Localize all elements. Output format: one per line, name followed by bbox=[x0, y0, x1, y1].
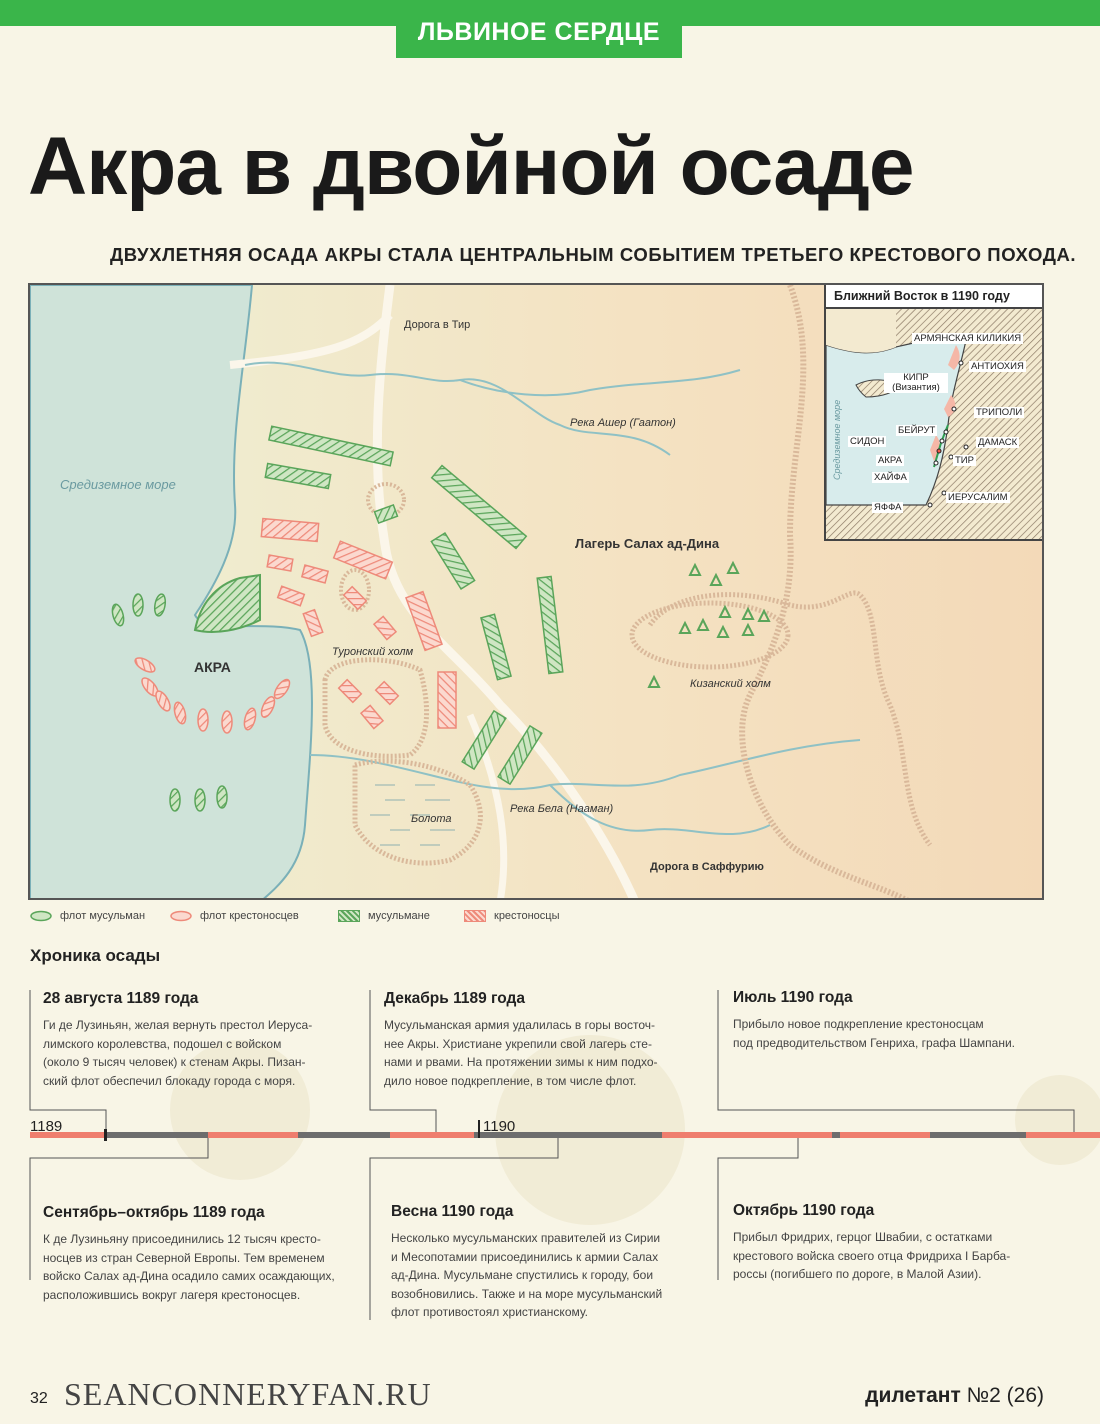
event-text: Прибыло новое подкрепление крестоносцам под предводительством Генриха, графа Шампани. bbox=[733, 1017, 1016, 1050]
label-river-bela: Река Бела (Нааман) bbox=[510, 803, 614, 815]
section-tag: ЛЬВИНОЕ СЕРДЦЕ bbox=[396, 0, 682, 58]
event-dec-1189 bbox=[384, 990, 704, 1090]
label-kizan-hill: Кизанский холм bbox=[690, 678, 771, 690]
inset-place-sidon: СИДОН bbox=[850, 436, 885, 447]
magazine-name: дилетант bbox=[865, 1384, 961, 1407]
inset-map bbox=[824, 285, 1044, 541]
inset-title: Ближний Восток в 1190 году bbox=[826, 285, 1044, 309]
label-turon-hill: Туронский холм bbox=[332, 646, 414, 658]
inset-place-beirut: БЕЙРУТ bbox=[898, 425, 936, 436]
label-swamps: Болота bbox=[411, 813, 452, 825]
legend-label: флот мусульман bbox=[60, 910, 146, 922]
event-text: Прибыл Фридрих, герцог Швабии, с остатками крестового войска своего отца Фридриха I Барба- россы (погибшего по дороге, в Малой Азии). bbox=[733, 1230, 1011, 1281]
inset-place-cyprus: КИПР (Византия) bbox=[884, 373, 948, 393]
inset-place-haifa: ХАЙФА bbox=[874, 472, 907, 483]
muslims-swatch bbox=[338, 910, 360, 922]
inset-place-acre: АКРА bbox=[878, 455, 902, 466]
event-date: Весна 1190 года bbox=[391, 1203, 514, 1220]
timeline-year-1189: 1189 bbox=[30, 1118, 63, 1135]
legend-label: мусульмане bbox=[368, 910, 430, 922]
label-road-saffuriya: Дорога в Саффурию bbox=[650, 861, 764, 873]
event-jul-1190 bbox=[733, 989, 1063, 1052]
label-river-asher: Река Ашер (Гаатон) bbox=[570, 417, 676, 429]
page-subtitle: ДВУХЛЕТНЯЯ ОСАДА АКРЫ СТАЛА ЦЕНТРАЛЬНЫМ СОБЫТИЕМ ТРЕТЬЕГО КРЕСТОВОГО ПОХОДА. bbox=[110, 244, 1077, 265]
inset-place-antioch: АНТИОХИЯ bbox=[971, 361, 1024, 372]
event-date: Декабрь 1189 года bbox=[384, 990, 526, 1007]
legend-label: крестоносцы bbox=[494, 910, 560, 922]
inset-sea-label: Средиземное море bbox=[832, 399, 842, 480]
magazine-issue bbox=[865, 1384, 1044, 1408]
legend-crusaders bbox=[464, 910, 559, 922]
label-road-tyre: Дорога в Тир bbox=[404, 319, 471, 331]
crusaders-swatch bbox=[464, 910, 486, 922]
event-spring-1190 bbox=[391, 1203, 709, 1322]
event-date: Июль 1190 года bbox=[733, 989, 853, 1006]
inset-place-jerusalem: ИЕРУСАЛИМ bbox=[948, 492, 1008, 503]
inset-place-damascus: ДАМАСК bbox=[978, 437, 1018, 448]
event-sep-oct-1189 bbox=[43, 1204, 358, 1304]
chronicle-heading: Хроника осады bbox=[30, 946, 161, 965]
event-text: Мусульманская армия удалилась в горы восточ- нее Акры. Христиане укрепили свой лагерь сте- нами и рвами. На протяжении зимы к ним подхо- дило новое подкрепление, в том числе флот. bbox=[384, 1018, 658, 1088]
page-title: Акра в двойной осаде bbox=[28, 121, 914, 212]
inset-place-jaffa: ЯФФА bbox=[874, 502, 902, 513]
event-text: Несколько мусульманских правителей из Сирии и Месопотамии присоединились к армии Салах ад-Дина. Мусульмане спустились к городу, бои возобновились. Также и на море мусульманский флот противостоял христианскому. bbox=[391, 1231, 663, 1319]
crusader-fleet-swatch bbox=[170, 910, 192, 922]
event-date: 28 августа 1189 года bbox=[43, 990, 199, 1007]
event-text: Ги де Лузиньян, желая вернуть престол Иеруса- лимского королевства, подошел с войском (около 9 тысяч человек) к стенам Акры. Пизан- ский флот обеспечил блокаду города с моря. bbox=[43, 1018, 313, 1088]
label-acre: АКРА bbox=[194, 659, 231, 675]
legend-muslims bbox=[338, 910, 430, 922]
label-sea: Средиземное море bbox=[60, 477, 176, 492]
watermark-site: SEANCONNERYFAN.RU bbox=[64, 1376, 432, 1412]
inset-place-cilicia: АРМЯНСКАЯ КИЛИКИЯ bbox=[914, 333, 1022, 344]
siege-map bbox=[28, 283, 1044, 900]
inset-place-tyre: ТИР bbox=[955, 455, 974, 466]
event-oct-1190 bbox=[733, 1202, 1063, 1284]
event-aug-1189 bbox=[43, 990, 353, 1090]
timeline-year-1190: 1190 bbox=[483, 1118, 516, 1135]
issue-number: №2 (26) bbox=[966, 1384, 1044, 1407]
inset-place-tripoli: ТРИПОЛИ bbox=[976, 407, 1023, 418]
legend-label: флот крестоносцев bbox=[200, 910, 299, 922]
label-saladin-camp: Лагерь Салах ад-Дина bbox=[575, 536, 720, 551]
legend-crusader-fleet bbox=[170, 910, 299, 922]
event-date: Сентябрь–октябрь 1189 года bbox=[43, 1204, 265, 1221]
event-date: Октябрь 1190 года bbox=[733, 1202, 875, 1219]
event-text: К де Лузиньяну присоединились 12 тысяч кресто- носцев из стран Северной Европы. Тем временем войско Салах ад-Дина осадило самих осаждающих, расположившись вокруг лагеря крестоносцев. bbox=[43, 1232, 335, 1302]
page-number: 32 bbox=[30, 1390, 48, 1407]
legend-muslim-fleet bbox=[30, 910, 145, 922]
muslim-fleet-swatch bbox=[30, 910, 52, 922]
